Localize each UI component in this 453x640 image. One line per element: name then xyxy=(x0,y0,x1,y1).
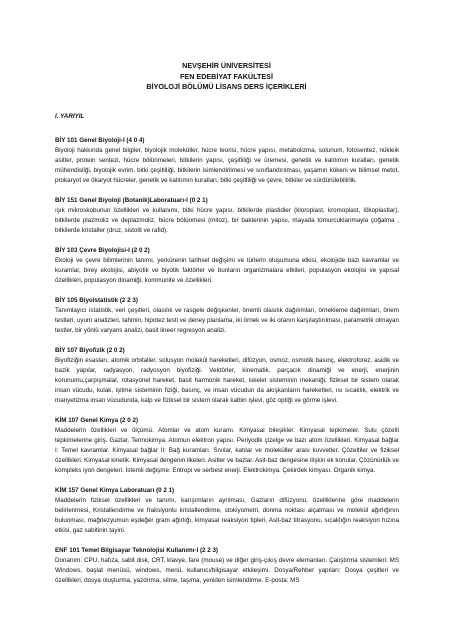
course-list xyxy=(55,112,399,596)
course-entry xyxy=(55,416,399,476)
course-description: Maddelerin özellikleri ve ölçümü. Atomlar ve atom kuramı. Kimyasal bileşikler. Kimyasal tepkimeler. Sulu çözelti tepkimelerine giriş. Gazlar. Termokimya. Atomun elektron yapısı. Periyodik çizelge ve bazı atom özellikleri. Kimyasal bağlar I: Temel kavramlar. Kimyasal bağlar II: Bağ kuramları. Sıvılar, katılar ve moleküller arası kuvvetler. Çözeltiler ve fiziksel özellikleri. Kimyasal kinetik. Kimyasal dengenin ilkeleri. Asitler ve bazlar. Asit-baz dengesine ilişkin ek konular. Çözünürlük ve kompleks iyon dengeleri. İstemli değişme: Entropi ve serbest enerji. Elektrokimya. Çekirdek kimyası. Organik kimya. xyxy=(55,427,399,474)
document-title: BİYOLOJİ BÖLÜMÜ LİSANS DERS İÇERİKLERİ xyxy=(146,82,307,91)
course-description: Biyoloji hakkında genel bilgiler, biyolojik moleküller, hücre teorisi, hücre yapısı, metabolizma, solunum, fotosentez, nükleik asitler, protein sentezi, hücre bölünmeleri, bitkilerin yapısı, çeşitliliği ve üremesi, genetik ve kalıtımın kuralları, genetik mühendisliği, biyolojik evrim, bitki çeşitliliği, bitkilerin isimlendirilmesi ve sınıflandırılması, yaşamın kökeni ve bilimsel metot, prokaryot ve ökaryot hücreler, genetik ve kalıtımın kuralları, bitki çeşitliliği ve çevre, bitkiler ve sürdürülebilirlik. xyxy=(55,147,399,184)
course-title: KİM 107 Genel Kimya (2 0 2) xyxy=(55,417,139,424)
course-description: ışık mikroskobunun özellikleri ve kullanımı, bitki hücre yapısı, bitkilerde plastidler (kloroplast, kromoplast, lökoplastlar), bitkilerde plazmoliz ve deplazmoliz, hücre bölünmesi (mitoz), bir bakterinin yapısı, mayada tomurcuklanmayla çoğalma , bitkilerde kristaller (druz, sistolit ve rafid). xyxy=(55,207,399,234)
course-title: KİM 157 Genel Kimya Laboratuarı (0 2 1) xyxy=(55,487,175,494)
university-name: NEVŞEHİR ÜNİVERSİTESİ xyxy=(182,61,271,70)
course-title: BİY 107 Biyofizik (2 0 2) xyxy=(55,347,125,354)
document-header xyxy=(0,61,453,93)
course-entry xyxy=(55,196,399,236)
course-description: Tanımlayıcı istatistik, veri çeşitleri, olasılık ve rasgele değişkenler, önemli olasılık dağılımları, örnekleme dağılımları, önem testleri, uyum analizleri, tahmin, hipotez testi ve deney planlama, iki örnek ve iki oranın karşılaştırılması, parametrik olmayan testler, bir yönlü varyans analizi, basit lineer regresyon analizi. xyxy=(55,307,399,334)
faculty-name: FEN EDEBİYAT FAKÜLTESİ xyxy=(180,71,273,81)
course-entry xyxy=(55,296,399,336)
course-description: Biyofiziğin esasları, atomik orbitaller, solusyon molekül hareketleri, difüzyon, osmoz, osmotik basınç, elektroforez, asidik ve bazik yapılar, radyasyon, radyosyon biyofiziği. Vektörler, kinematik, parçacık dinamiği ve enerji, enerjinin korunumu,çarpışmalar, rotasyonel hareket, basit harmonik hareket, iskelet sisteminin mekaniği, fiziksel bir sistem olarak insan vücudu, kulak, işitme sisteminin fiziği, basınç, ve insan vücudun da akışkanların hareketleri, ısı sıcaklık, elektrik ve manyetizma insan vücudunda, kalp ve fiziksel bir sistem olarak kalbin işlevi, göz optiği ve görme işlevi. xyxy=(55,357,399,404)
course-title: BİY 101 Genel Biyoloji-I (4 0 4) xyxy=(55,137,145,144)
course-entry xyxy=(55,346,399,406)
course-title: BİY 151 Genel Biyoloji (Botanik)Laboratuarı-I (0 2 1) xyxy=(55,197,208,204)
term-heading: I. YARIYIL xyxy=(55,113,85,120)
course-entry xyxy=(55,486,399,536)
course-description: Ekoloji ve çevre bilimlerinin tanımı, yerkürenin tarihsel değişimi ve türlerin oluşumuna etkisi, ekolojide bazı kavramlar ve kuramlar, birey ekolojisi, abiyotik ve biyotik faktörler ve bunların organizmalara etkileri, populasyon ekolojisi ve yapısal özellikleri, populasyon dinamiği, kommunite ve özellikleri. xyxy=(55,257,399,284)
course-title: BİY 103 Çevre Biyolojisi-I (2 0 2) xyxy=(55,247,150,254)
course-title: BİY 105 Biyoistatistik (2 2 3) xyxy=(55,297,138,304)
course-entry xyxy=(55,246,399,286)
course-entry xyxy=(55,136,399,186)
course-entry xyxy=(55,546,399,586)
course-description: Donanım: CPU, hafıza, sabit disk, CRT, klavye, fare (mouse) ve diğer giriş-çıkış devre elemanları. Çalıştırma sistemleri: MS Windows, başlat menüsü, windows, menü, kullanıcı/bilgisayar etkileşimi. Dosya/Rehber yapıları: Dosya çeşitleri ve özellikleri, dosya oluşturma, yazdırma, silme, taşıma, yeniden isimlendirme. E-posta: MS xyxy=(55,557,399,584)
course-description: Maddelerin fiziksel özellikleri ve tanımı, karışımların ayrılması, Gazların difüzyonu, özelliklerine göre maddelerin belirlenmesi, Kristallendirme ve fraksiyonlu kristallendirme, stokiyometri, donma noktası alçalması ve molekül ağırlığının bulunması, mağnezyumun eşdeğer gram ağırlığı, kimyasal reaksiyon tipleri, Asit-baz titrasyonu, sıcaklığın reaksiyon hızına etkisi, gaz sabitinin tayini. xyxy=(55,497,399,534)
course-title: ENF 101 Temel Bilgisayar Teknolojisi Kullanımı-I (2 2 3) xyxy=(55,547,219,554)
